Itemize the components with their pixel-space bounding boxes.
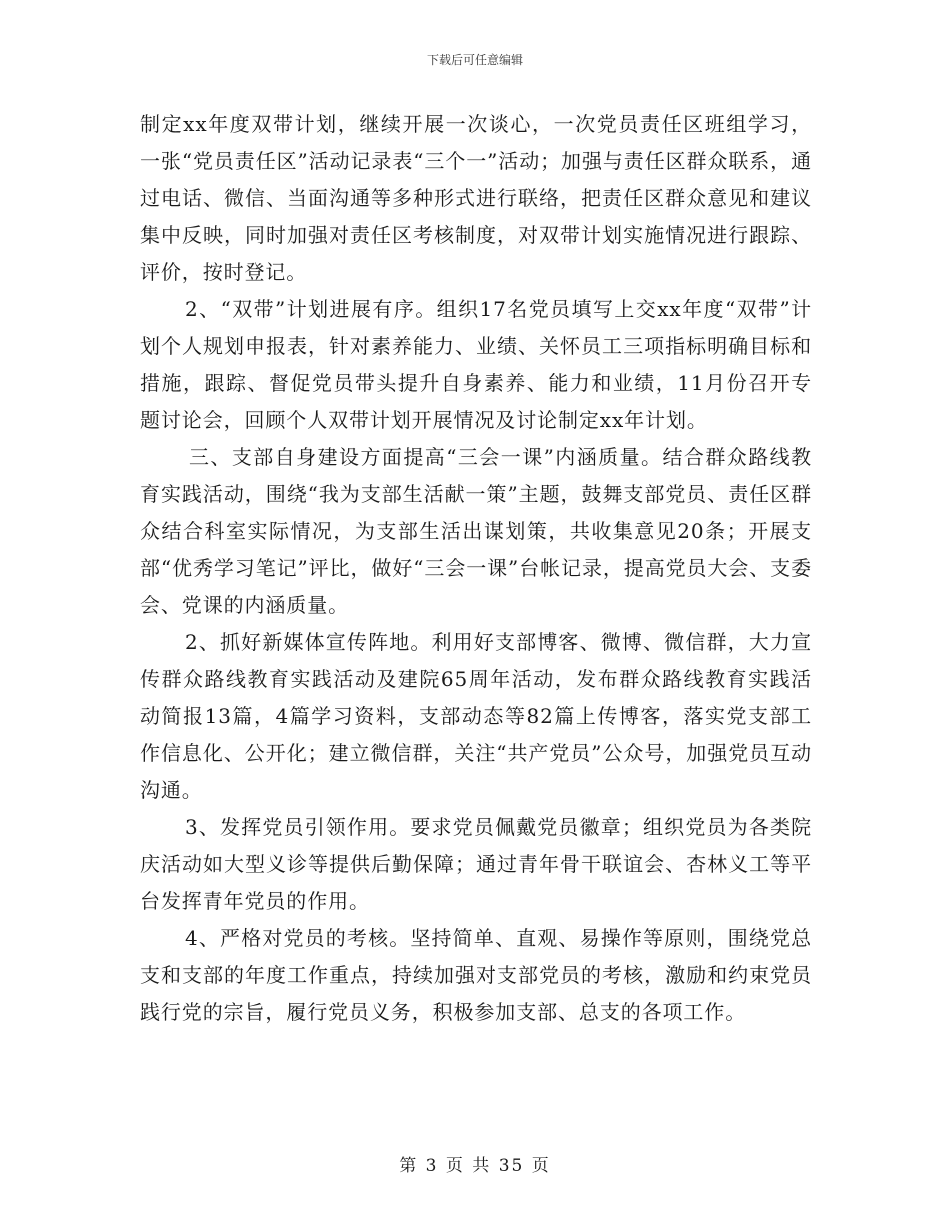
paragraph-media: 2、抓好新媒体宣传阵地。利用好支部博客、微博、微信群，大力宣传群众路线教育实践活动及建院65周年活动，发布群众路线教育实践活动简报13篇，4篇学习资料，支部动态等82篇上传博客，落实党支部工作信息化、公开化；建立微信群，关注“共产党员”公众号，加强党员互动沟通。	[140, 630, 812, 802]
page-header: 下载后可任意编辑	[426, 53, 523, 67]
page-number: 第 3 页 共 35 页	[399, 1156, 551, 1176]
paragraph-section-3: 三、支部自身建设方面提高“三会一课”内涵质量。结合群众路线教育实践活动，围绕“我为支部生活献一策”主题，鼓舞支部党员、责任区群众结合科室实际情况，为支部生活出谋划策，共收集意见20条；开展支部“优秀学习笔记”评比，做好“三会一课”台帐记录，提高党员大会、支委会、党课的内涵质量。	[140, 445, 812, 617]
paragraph-assessment: 4、严格对党员的考核。坚持简单、直观、易操作等原则，围绕党总支和支部的年度工作重点，持续加强对支部党员的考核，激励和约束党员践行党的宗旨，履行党员义务，积极参加支部、总支的各项工作。	[140, 926, 812, 1024]
paragraph-leadership: 3、发挥党员引领作用。要求党员佩戴党员徽章；组织党员为各类院庆活动如大型义诊等提供后勤保障；通过青年骨干联谊会、杏林义工等平台发挥青年党员的作用。	[140, 815, 812, 913]
document-body	[140, 106, 812, 1031]
paragraph-continuation: 制定xx年度双带计划，继续开展一次谈心，一次党员责任区班组学习，一张“党员责任区”活动记录表“三个一”活动；加强与责任区群众联系，通过电话、微信、当面沟通等多种形式进行联络，把责任区群众意见和建议集中反映，同时加强对责任区考核制度，对双带计划实施情况进行跟踪、评价，按时登记。	[140, 112, 812, 284]
paragraph-item-2: 2、“双带”计划进展有序。组织17名党员填写上交xx年度“双带”计划个人规划申报表，针对素养能力、业绩、关怀员工三项指标明确目标和措施，跟踪、督促党员带头提升自身素养、能力和业绩，11月份召开专题讨论会，回顾个人双带计划开展情况及讨论制定xx年计划。	[140, 297, 812, 432]
